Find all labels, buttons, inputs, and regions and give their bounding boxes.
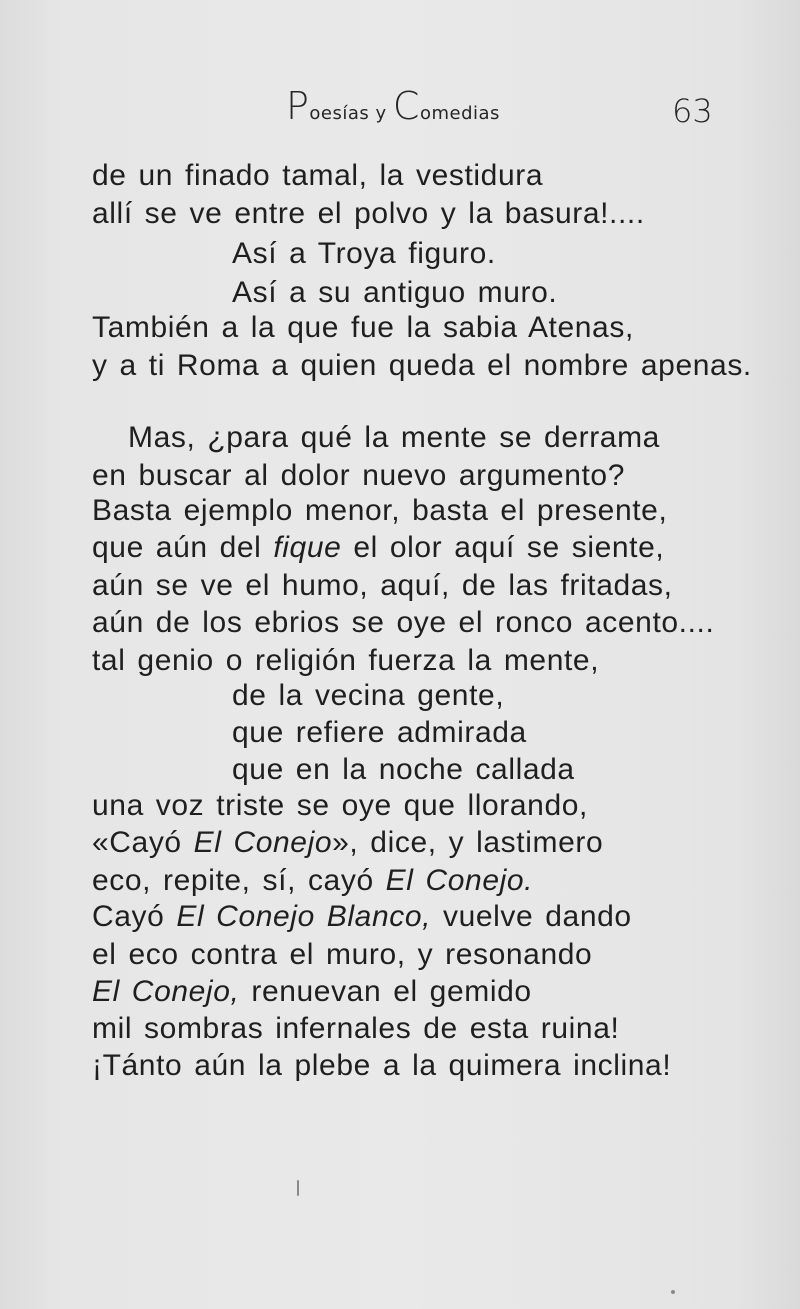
line-text: ¡Tánto aún la plebe a la quimera inclina! xyxy=(92,1049,672,1082)
line-text: », dice, y lastimero xyxy=(332,826,604,859)
line-text: Cayó xyxy=(92,900,177,933)
poem-line xyxy=(92,492,667,530)
running-head-initial-c: C xyxy=(392,84,420,128)
poem-line xyxy=(92,1047,671,1085)
poem-line xyxy=(92,787,588,825)
poem-line xyxy=(92,567,673,605)
italic-text: fique xyxy=(273,531,342,564)
line-text: allí se ve entre el polvo y la basura!.... xyxy=(92,197,645,230)
line-text: Basta ejemplo menor, basta el presente, xyxy=(92,494,668,527)
line-text: que refiere admirada xyxy=(232,716,527,749)
italic-text: El Conejo. xyxy=(385,864,534,897)
line-text: de un finado tamal, la vestidura xyxy=(92,159,544,192)
poem-line xyxy=(92,936,592,974)
running-head xyxy=(286,86,500,126)
poem-line xyxy=(232,235,496,273)
line-text: También a la que fue la sabia Atenas, xyxy=(92,311,634,344)
poem-line xyxy=(232,274,557,312)
poem-line xyxy=(92,898,632,936)
line-text: una voz triste se oye que llorando, xyxy=(92,789,588,822)
poem-line xyxy=(232,751,575,789)
poem-line xyxy=(128,419,660,457)
poem-line xyxy=(92,642,599,680)
poem-line xyxy=(92,157,543,195)
line-text: y a ti Roma a quien queda el nombre apenas. xyxy=(92,349,752,382)
line-text: «Cayó xyxy=(92,826,194,859)
line-text: mil sombras infernales de esta ruina! xyxy=(92,1012,620,1045)
running-head-word-1: oesías xyxy=(309,103,370,124)
running-head-initial-p: P xyxy=(286,84,310,128)
poem-line xyxy=(92,529,664,567)
poem-line xyxy=(92,824,603,862)
line-text: en buscar al dolor nuevo argumento? xyxy=(92,459,625,492)
line-text: Así a su antiguo muro. xyxy=(232,276,558,309)
line-text: el eco contra el muro, y resonando xyxy=(92,938,593,971)
line-text: vuelve dando xyxy=(431,900,632,933)
paper-speck xyxy=(671,1290,675,1294)
italic-text: El Conejo, xyxy=(92,975,240,1008)
poem-line xyxy=(92,457,625,495)
poem-line xyxy=(92,347,752,385)
running-head-word-2: omedias xyxy=(419,103,500,124)
poem-line xyxy=(92,1010,619,1048)
italic-text: El Conejo Blanco, xyxy=(176,900,432,933)
poem-line xyxy=(232,714,527,752)
line-text: que en la noche callada xyxy=(232,753,575,786)
line-text: que aún del xyxy=(92,531,274,564)
line-text: Así a Troya figuro. xyxy=(232,237,496,270)
poem-line xyxy=(232,677,504,715)
poem-line xyxy=(92,862,533,900)
poem-line xyxy=(92,604,714,642)
running-head-conjunction: y xyxy=(369,103,393,124)
poem-line xyxy=(92,309,634,347)
poem-line xyxy=(92,195,645,233)
line-text: eco, repite, sí, cayó xyxy=(92,864,386,897)
line-text: de la vecina gente, xyxy=(232,679,505,712)
line-text: renuevan el gemido xyxy=(239,975,532,1008)
italic-text: El Conejo xyxy=(193,826,333,859)
line-text: Mas, ¿para qué la mente se derrama xyxy=(128,421,660,454)
page-number: 63 xyxy=(672,92,713,130)
line-text: aún se ve el humo, aquí, de las fritadas, xyxy=(92,569,673,602)
line-text: tal genio o religión fuerza la mente, xyxy=(92,644,600,677)
poem-line xyxy=(92,973,532,1011)
paper-speck xyxy=(297,1180,299,1196)
line-text: el olor aquí se siente, xyxy=(341,531,665,564)
line-text: aún de los ebrios se oye el ronco acento.... xyxy=(92,606,715,639)
